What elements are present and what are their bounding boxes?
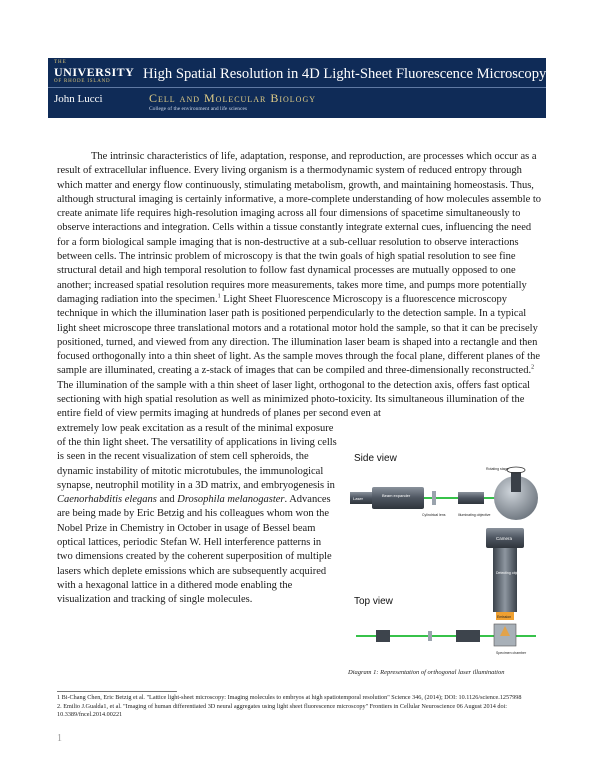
top-view-label: Top view — [354, 596, 393, 607]
footnote-ref-1: 1 — [217, 293, 221, 300]
detecting-objective-label: Detecting objective — [496, 571, 526, 575]
paragraph-intro — [57, 150, 543, 422]
page-number: 1 — [57, 733, 62, 744]
footnote-2: 2. Emilio J.Gualda1, et al. "Imaging of human differentiated 3D neural aggregates using light sheet fluorescence microscopy" Frontiers in Cellular Neuroscience 06 August 2014 doi: 10.3389/fncel.2014.00221 — [57, 702, 507, 719]
illuminating-objective-top — [456, 630, 480, 642]
logo-university: UNIVERSITY — [54, 65, 135, 79]
species-drosophila: Drosophila melanogaster — [177, 494, 285, 506]
footnote-ref-2: 2 — [531, 364, 535, 371]
banner-divider — [48, 87, 546, 88]
camera-label: Camera — [496, 536, 513, 541]
cylindrical-lens-label: Cylindrical lens — [422, 513, 446, 517]
author-name: John Lucci — [54, 93, 103, 105]
intro-text-c: The illumination of the sample with a thin sheet of laser light, orthogonal to the detection axis, offers fast optical sectioning with high spatial resolution as well as minimized photo-toxicity. Its simultaneous illumination of the entire field of view permits imaging at hundreds of planes per second even at — [57, 379, 531, 420]
paragraph-applications — [57, 422, 339, 608]
top-view-group — [356, 528, 536, 655]
department-name: Cell and Molecular Biology — [149, 91, 316, 105]
applications-text-b: . Advances are being made by Eric Betzig and his colleagues whom won the Nobel Prize in Chemistry in October in usage of Bessel beam optical lattices, periodic Stefan W. Hell interference patterns in two dimensions created by the coherent superposition of multiple lasers which deplete emissions which are subsequently acquired with a hexagonal lattice in a dithered mode enabling the visualization and tracking of single molecules. — [57, 494, 332, 606]
species-c-elegans: Caenorhabditis elegans — [57, 494, 157, 506]
emission-label: Emission — [497, 615, 512, 619]
cylindrical-lens-top — [428, 631, 432, 641]
side-view-group — [350, 467, 538, 520]
intro-text-b: Light Sheet Fluorescence Microscopy is a fluorescence microscopy technique in which the illumination laser path is positioned perpendicularly to the detection sample. In a typical light sheet microscope three translational motors and a rotational motor hold the sample, so that it can be precisely positioned, turned, and viewed from any direction. The illumination laser beam is shaped into a rectangle and then focused orthogonally into a thin sheet of light. As the sample moves through the focal plane, different planes of the sample are illuminated, creating a z-stack of images that can be compiled and three-dimensionally reconstructed. — [57, 293, 540, 377]
specimen-chamber-label: Specimen chamber — [496, 651, 527, 655]
laser-label: Laser — [353, 496, 364, 501]
footnotes — [57, 694, 547, 720]
footnote-1: 1 Bi-Chang Chen, Eric Betzig et al. "Lattice light-sheet microscopy: Imaging molecules to embryos at high spatiotemporal resolution" Science 346, (2014); DOI: 10.1126/science.1257998 — [57, 694, 522, 701]
university-logo — [54, 60, 138, 85]
cylindrical-lens-side — [432, 491, 436, 505]
illuminating-objective-label: Illuminating objective — [458, 513, 491, 517]
top-optic-1 — [376, 630, 390, 642]
species-and: and — [156, 494, 178, 506]
beam-expander-label: Beam expander — [382, 493, 411, 498]
college-name: College of the environment and life sciences — [149, 106, 248, 112]
logo-subtitle: OF RHODE ISLAND — [54, 79, 111, 84]
document-title: High Spatial Resolution in 4D Light-Sheet Fluorescence Microscopy — [143, 66, 547, 82]
beam-expander-box — [372, 487, 424, 509]
illuminating-objective-side — [458, 492, 484, 504]
figure-caption: Diagram 1: Representation of orthogonal laser illumination — [348, 669, 505, 676]
detecting-objective-body — [493, 548, 517, 612]
applications-text-a: extremely low peak excitation as a result of the minimal exposure of the thin light sheet. The versatility of applications in living cells is seen in the recent visualization of stem cell spheroids, the dynamic instability of mitotic microtubules, the immunological synapse, neutrophil motility in a 3D matrix, and embryogenesis in — [57, 422, 337, 491]
diagram-svg — [346, 450, 546, 670]
rotating-stage-label: Rotating stage — [486, 467, 509, 471]
intro-text-a: The intrinsic characteristics of life, adaptation, response, and reproduction, are processes which occur as a result of extracellular influence. Every living organism is a thermodynamic system of reduced entropy through which matter and energy flow continuously, stimulating metabolism, growth, and maintaining homeostasis. Thus, although structural imaging is certainly informative, a more-complete understanding of how molecules assemble to create animate life requires high-resolution imaging across all four dimensions of spacetime simultaneously to observe interactions and integration. Cells within a tissue constantly integrate external cues, influencing the need for a form biological sample imaging that is non-destructive at a sub-celluar resolution to observe interactions between cells. The intrinsic problem of microscopy is that the twin goals of high spatial resolution to see fine structural detail and high temporal resolution to follow fast dynamical processes are mutually opposed to one another; increased spatial resolution requires more measurements, takes more time, and pumps more potentially damaging radiation into the specimen. — [57, 151, 542, 305]
sample-holder — [511, 472, 521, 492]
footnote-rule — [57, 691, 177, 692]
header-banner — [48, 58, 546, 118]
side-view-label: Side view — [354, 453, 397, 464]
microscope-diagram — [346, 450, 546, 672]
logo-the: THE — [54, 60, 67, 65]
